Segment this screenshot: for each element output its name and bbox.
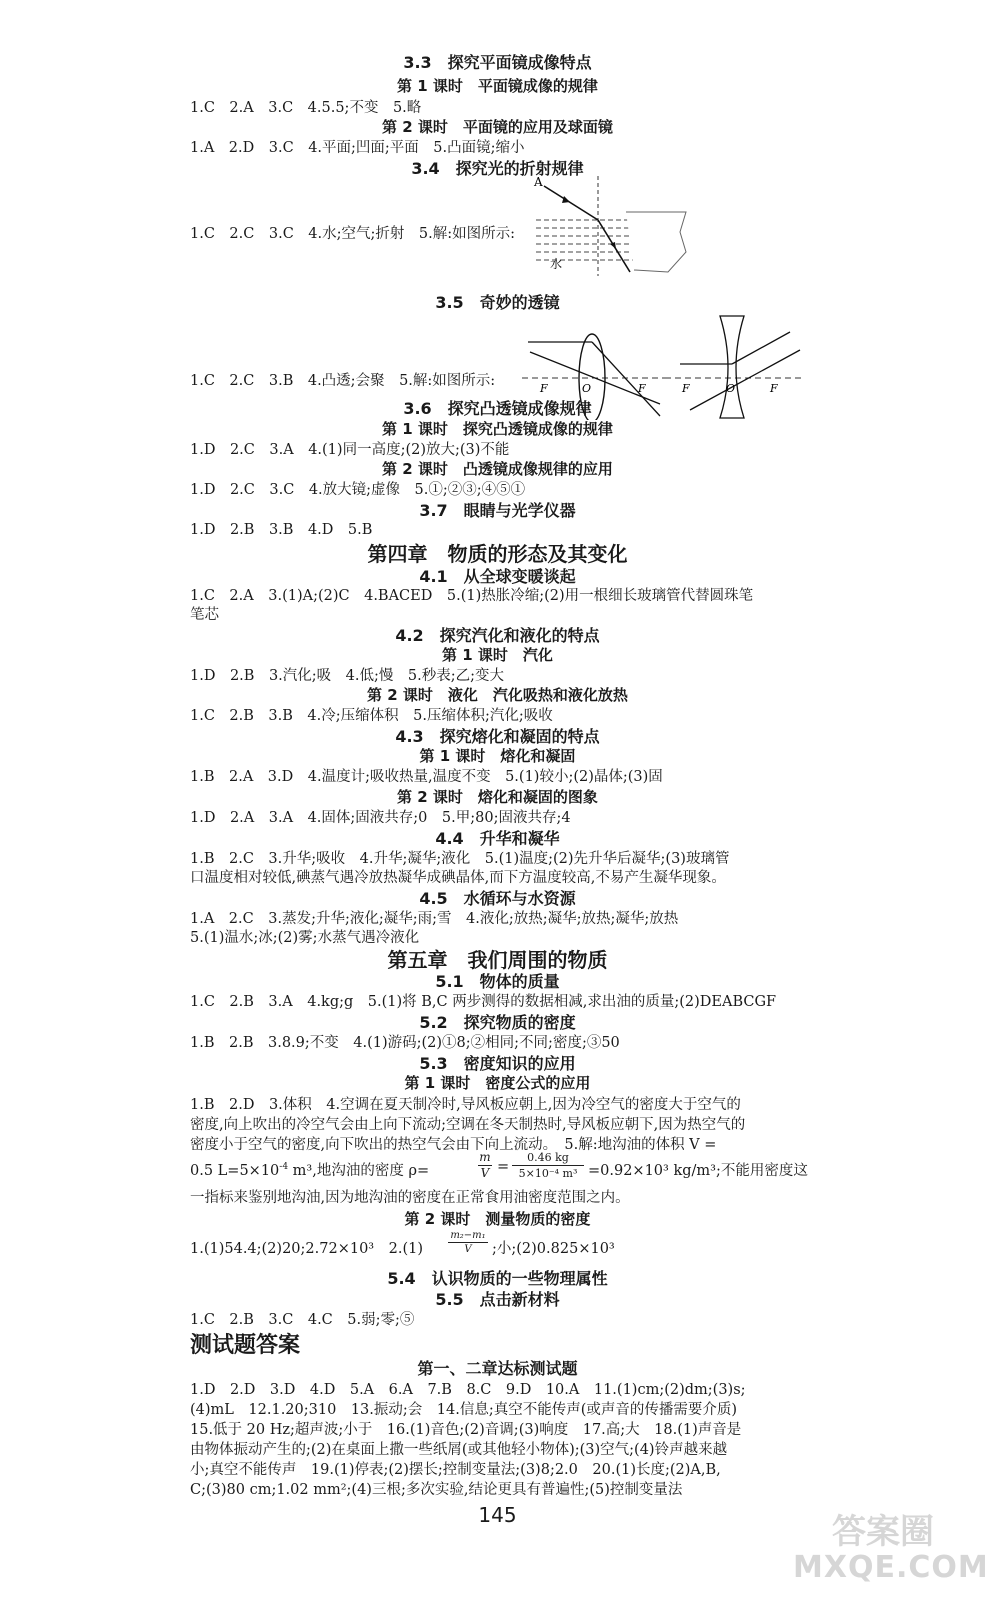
fraction-numerator: m [479, 1150, 491, 1164]
section-5-5-title: 5.5 点击新材料 [435, 1290, 560, 1309]
section-4-2-title: 4.2 探究汽化和液化的特点 [395, 626, 600, 645]
label-water: 水 [550, 257, 563, 271]
answer-line: (4)mL 12.1.20;310 13.振动;会 14.信息;真空不能传声(或声音的传播需要介质) [190, 1402, 738, 1418]
section-5-4-title: 5.4 认识物质的一些物理属性 [387, 1269, 608, 1288]
answer-line: 1.A 2.D 3.C 4.平面;凹面;平面 5.凸面镜;缩小 [190, 140, 525, 156]
section-3-3-title: 3.3 探究平面镜成像特点 [403, 53, 592, 72]
answer-line: 小;真空不能传声 19.(1)停表;(2)摆长;控制变量法;(3)8;2.0 20.(1)长度;(2)A,B, [190, 1462, 721, 1478]
answer-line: C;(3)80 cm;1.02 mm²;(4)三根;多次实验,结论更具有普遍性;(5)控制变量法 [190, 1482, 683, 1498]
answer-line: 1.D 2.D 3.D 4.D 5.A 6.A 7.B 8.C 9.D 10.A 11.(1)cm;(2)dm;(3)s; [190, 1382, 746, 1398]
fraction-denominator: V [464, 1244, 472, 1255]
label-a: A [534, 176, 543, 189]
answer-line: 1.C 2.A 3.(1)A;(2)C 4.BACED 5.(1)热胀冷缩;(2)用一根细长玻璃管代替圆珠笔 [190, 588, 754, 604]
fraction [512, 1150, 584, 1181]
answer-line: 1.C 2.B 3.A 4.kg;g 5.(1)将 B,C 两步测得的数据相减,求出油的质量;(2)DEABCGF [190, 994, 777, 1010]
answer-line: 笔芯 [190, 607, 219, 623]
answer-line: 1.C 2.A 3.C 4.5.5;不变 5.略 [190, 100, 422, 116]
answer-line: 15.低于 20 Hz;超声波;小于 16.(1)音色;(2)音调;(3)响度 17.高;大 18.(1)声音是 [190, 1422, 742, 1438]
answer-line: 1.B 2.B 3.8.9;不变 4.(1)游码;(2)①8;②相同;不同;密度;③50 [190, 1035, 620, 1051]
lesson-title: 第 1 课时 探究凸透镜成像的规律 [382, 420, 613, 438]
section-5-3-title: 5.3 密度知识的应用 [419, 1054, 576, 1073]
answer-line: 密度,向上吹出的冷空气会由上向下流动;空调在冬天制热时,导风板应朝下,因为热空气的 [190, 1117, 746, 1133]
lesson-title: 第 1 课时 密度公式的应用 [404, 1074, 591, 1092]
section-4-5-title: 4.5 水循环与水资源 [419, 889, 576, 908]
lesson-title: 第 2 课时 液化 汽化吸热和液化放热 [367, 686, 628, 704]
label-f: F [770, 382, 778, 395]
fraction-numerator: 0.46 kg [512, 1150, 584, 1166]
formula-exponent: -4 [279, 1162, 289, 1173]
formula-line [190, 1159, 429, 1180]
chapter-5-title: 第五章 我们周围的物质 [387, 948, 608, 972]
answer-line: 1.B 2.A 3.D 4.温度计;吸收热量,温度不变 5.(1)较小;(2)晶体;(3)固 [190, 769, 663, 785]
section-5-2-title: 5.2 探究物质的密度 [419, 1013, 576, 1032]
label-f: F [682, 382, 690, 395]
answer-line: 1.D 2.A 3.A 4.固体;固液共存;0 5.甲;80;固液共存;4 [190, 810, 571, 826]
lesson-title: 第 1 课时 熔化和凝固 [419, 747, 576, 765]
answer-line: 5.(1)温水;冰;(2)雾;水蒸气遇冷液化 [190, 930, 420, 946]
answer-line: 1.D 2.B 3.汽化;吸 4.低;慢 5.秒表;乙;变大 [190, 668, 504, 684]
equals-sign: = [497, 1159, 510, 1175]
chapter-4-title: 第四章 物质的形态及其变化 [367, 542, 628, 566]
watermark-logo [793, 1502, 989, 1590]
section-3-6-title: 3.6 探究凸透镜成像规律 [403, 399, 592, 418]
answer-line: 口温度相对较低,碘蒸气遇冷放热凝华成碘晶体,而下方温度较高,不易产生凝华现象。 [190, 870, 726, 886]
label-o: O [582, 382, 592, 395]
answer-line: 1.B 2.D 3.体积 4.空调在夏天制冷时,导风板应朝上,因为冷空气的密度大于空气的 [190, 1097, 741, 1113]
watermark-text: 答案圈 [832, 1512, 934, 1552]
formula-text: m³,地沟油的密度 ρ= [288, 1163, 430, 1179]
formula-text: 0.5 L=5×10 [190, 1163, 280, 1179]
section-4-4-title: 4.4 升华和凝华 [435, 829, 560, 848]
formula-text: 1.(1)54.4;(2)20;2.72×10³ 2.(1) [190, 1241, 423, 1257]
test-title: 第一、二章达标测试题 [417, 1359, 578, 1378]
answer-line: 一指标来鉴别地沟油,因为地沟油的密度在正常食用油密度范围之内。 [190, 1190, 630, 1206]
answer-line: 密度小于空气的密度,向下吹出的热空气会由下向上流动。 5.解:地沟油的体积 V = [190, 1137, 717, 1153]
answer-line: 1.C 2.B 3.C 4.C 5.弱;零;⑤ [190, 1312, 415, 1328]
refraction-figure [530, 176, 690, 276]
answer-line: 1.C 2.B 3.B 4.冷;压缩体积 5.压缩体积;汽化;吸收 [190, 708, 553, 724]
answer-line: 1.C 2.C 3.C 4.水;空气;折射 5.解:如图所示: [190, 226, 515, 242]
answer-line: 1.D 2.C 3.C 4.放大镜;虚像 5.①;②③;④⑤① [190, 482, 526, 498]
fraction [448, 1229, 488, 1256]
answer-line: 1.C 2.C 3.B 4.凸透;会聚 5.解:如图所示: [190, 373, 496, 389]
answer-line: 由物体振动产生的;(2)在桌面上撒一些纸屑(或其他轻小物体);(3)空气;(4)铃声越来越 [190, 1442, 728, 1458]
answer-line: 1.B 2.C 3.升华;吸收 4.升华;凝华;液化 5.(1)温度;(2)先升华后凝华;(3)玻璃管 [190, 851, 730, 867]
section-3-5-title: 3.5 奇妙的透镜 [435, 293, 560, 312]
tests-heading: 测试题答案 [190, 1333, 301, 1358]
fraction-denominator: V [480, 1166, 490, 1180]
fraction-numerator: m₂−m₁ [448, 1229, 488, 1243]
page-number: 145 [478, 1503, 517, 1527]
answer-line: 1.D 2.C 3.A 4.(1)同一高度;(2)放大;(3)不能 [190, 442, 510, 458]
fraction [478, 1150, 492, 1181]
section-5-1-title: 5.1 物体的质量 [435, 972, 560, 991]
answer-line: 1.D 2.B 3.B 4.D 5.B [190, 522, 373, 538]
label-o: O [726, 382, 736, 395]
lesson-title: 第 2 课时 凸透镜成像规律的应用 [382, 460, 613, 478]
label-f: F [540, 382, 548, 395]
formula-text: ;小;(2)0.825×10³ [492, 1241, 615, 1257]
section-4-1-title: 4.1 从全球变暖谈起 [419, 567, 576, 586]
answer-line: 1.A 2.C 3.蒸发;升华;液化;凝华;雨;雪 4.液化;放热;凝华;放热;凝华;放热 [190, 911, 679, 927]
fraction-denominator: 5×10⁻⁴ m³ [518, 1167, 578, 1180]
watermark-url: MXQE.COM [793, 1550, 989, 1585]
label-f: F [638, 382, 646, 395]
formula-text: =0.92×10³ kg/m³;不能用密度这 [588, 1163, 808, 1179]
lesson-title: 第 2 课时 测量物质的密度 [404, 1210, 591, 1228]
section-3-4-title: 3.4 探究光的折射规律 [411, 159, 584, 178]
section-3-7-title: 3.7 眼睛与光学仪器 [419, 501, 576, 520]
lesson-title: 第 1 课时 平面镜成像的规律 [397, 77, 598, 95]
lesson-title: 第 2 课时 熔化和凝固的图象 [397, 788, 598, 806]
section-4-3-title: 4.3 探究熔化和凝固的特点 [395, 727, 600, 746]
lesson-title: 第 1 课时 汽化 [442, 646, 553, 664]
lesson-title: 第 2 课时 平面镜的应用及球面镜 [382, 118, 613, 136]
